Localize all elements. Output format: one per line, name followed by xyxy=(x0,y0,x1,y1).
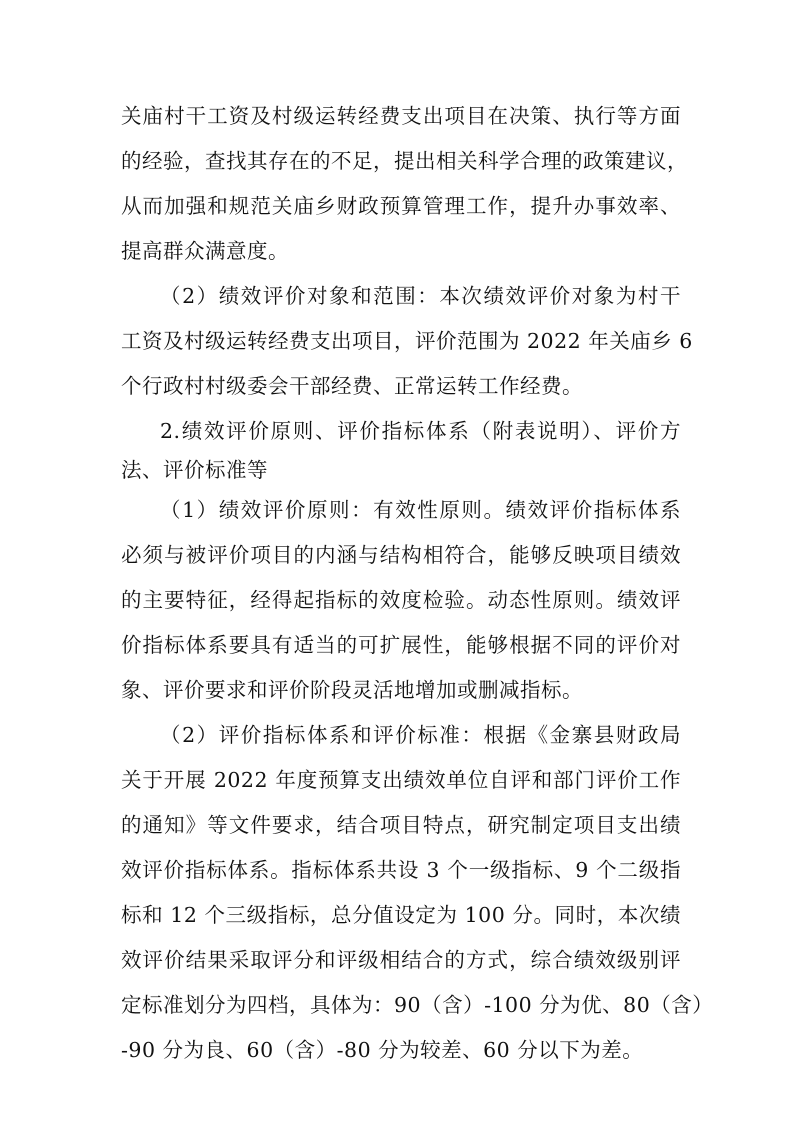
section-heading: 法、评价标准等 xyxy=(121,458,268,482)
text-line: 效评价指标体系。指标体系共设 3 个一级指标、9 个二级指 xyxy=(121,858,681,882)
text-line: 效评价结果采取评分和评级相结合的方式，综合绩效级别评 xyxy=(121,948,681,972)
text-line: （2）绩效评价对象和范围：本次绩效评价对象为村干 xyxy=(160,284,681,308)
text-line: 象、评价要求和评价阶段灵活地增加或删减指标。 xyxy=(121,678,583,702)
text-line: 价指标体系要具有适当的可扩展性，能够根据不同的评价对 xyxy=(121,633,681,657)
section-heading: 2.绩效评价原则、评价指标体系（附表说明）、评价方 xyxy=(160,419,681,443)
text-line: （1）绩效评价原则：有效性原则。绩效评价指标体系 xyxy=(160,498,681,522)
text-line: 的通知》等文件要求，结合项目特点，研究制定项目支出绩 xyxy=(121,813,681,837)
text-line: 工资及村级运转经费支出项目，评价范围为 2022 年关庙乡 6 xyxy=(121,329,693,353)
text-line: （2）评价指标体系和评价标准：根据《金寨县财政局 xyxy=(160,723,681,747)
text-line: 必须与被评价项目的内涵与结构相符合，能够反映项目绩效 xyxy=(121,543,681,567)
text-line: 从而加强和规范关庙乡财政预算管理工作，提升办事效率、 xyxy=(121,194,681,218)
text-line: 定标准划分为四档，具体为：90（含）-100 分为优、80（含） xyxy=(121,993,714,1017)
text-line: 关于开展 2022 年度预算支出绩效单位自评和部门评价工作 xyxy=(121,768,681,792)
text-line: 的主要特征，经得起指标的效度检验。动态性原则。绩效评 xyxy=(121,588,681,612)
text-line: 提高群众满意度。 xyxy=(121,239,289,263)
text-line: 个行政村村级委会干部经费、正常运转工作经费。 xyxy=(121,374,583,398)
text-line: 关庙村干工资及村级运转经费支出项目在决策、执行等方面 xyxy=(121,104,681,128)
text-line: 的经验，查找其存在的不足，提出相关科学合理的政策建议， xyxy=(121,149,688,173)
text-line: 标和 12 个三级指标，总分值设定为 100 分。同时，本次绩 xyxy=(121,903,681,927)
text-line: -90 分为良、60（含）-80 分为较差、60 分以下为差。 xyxy=(121,1038,644,1062)
